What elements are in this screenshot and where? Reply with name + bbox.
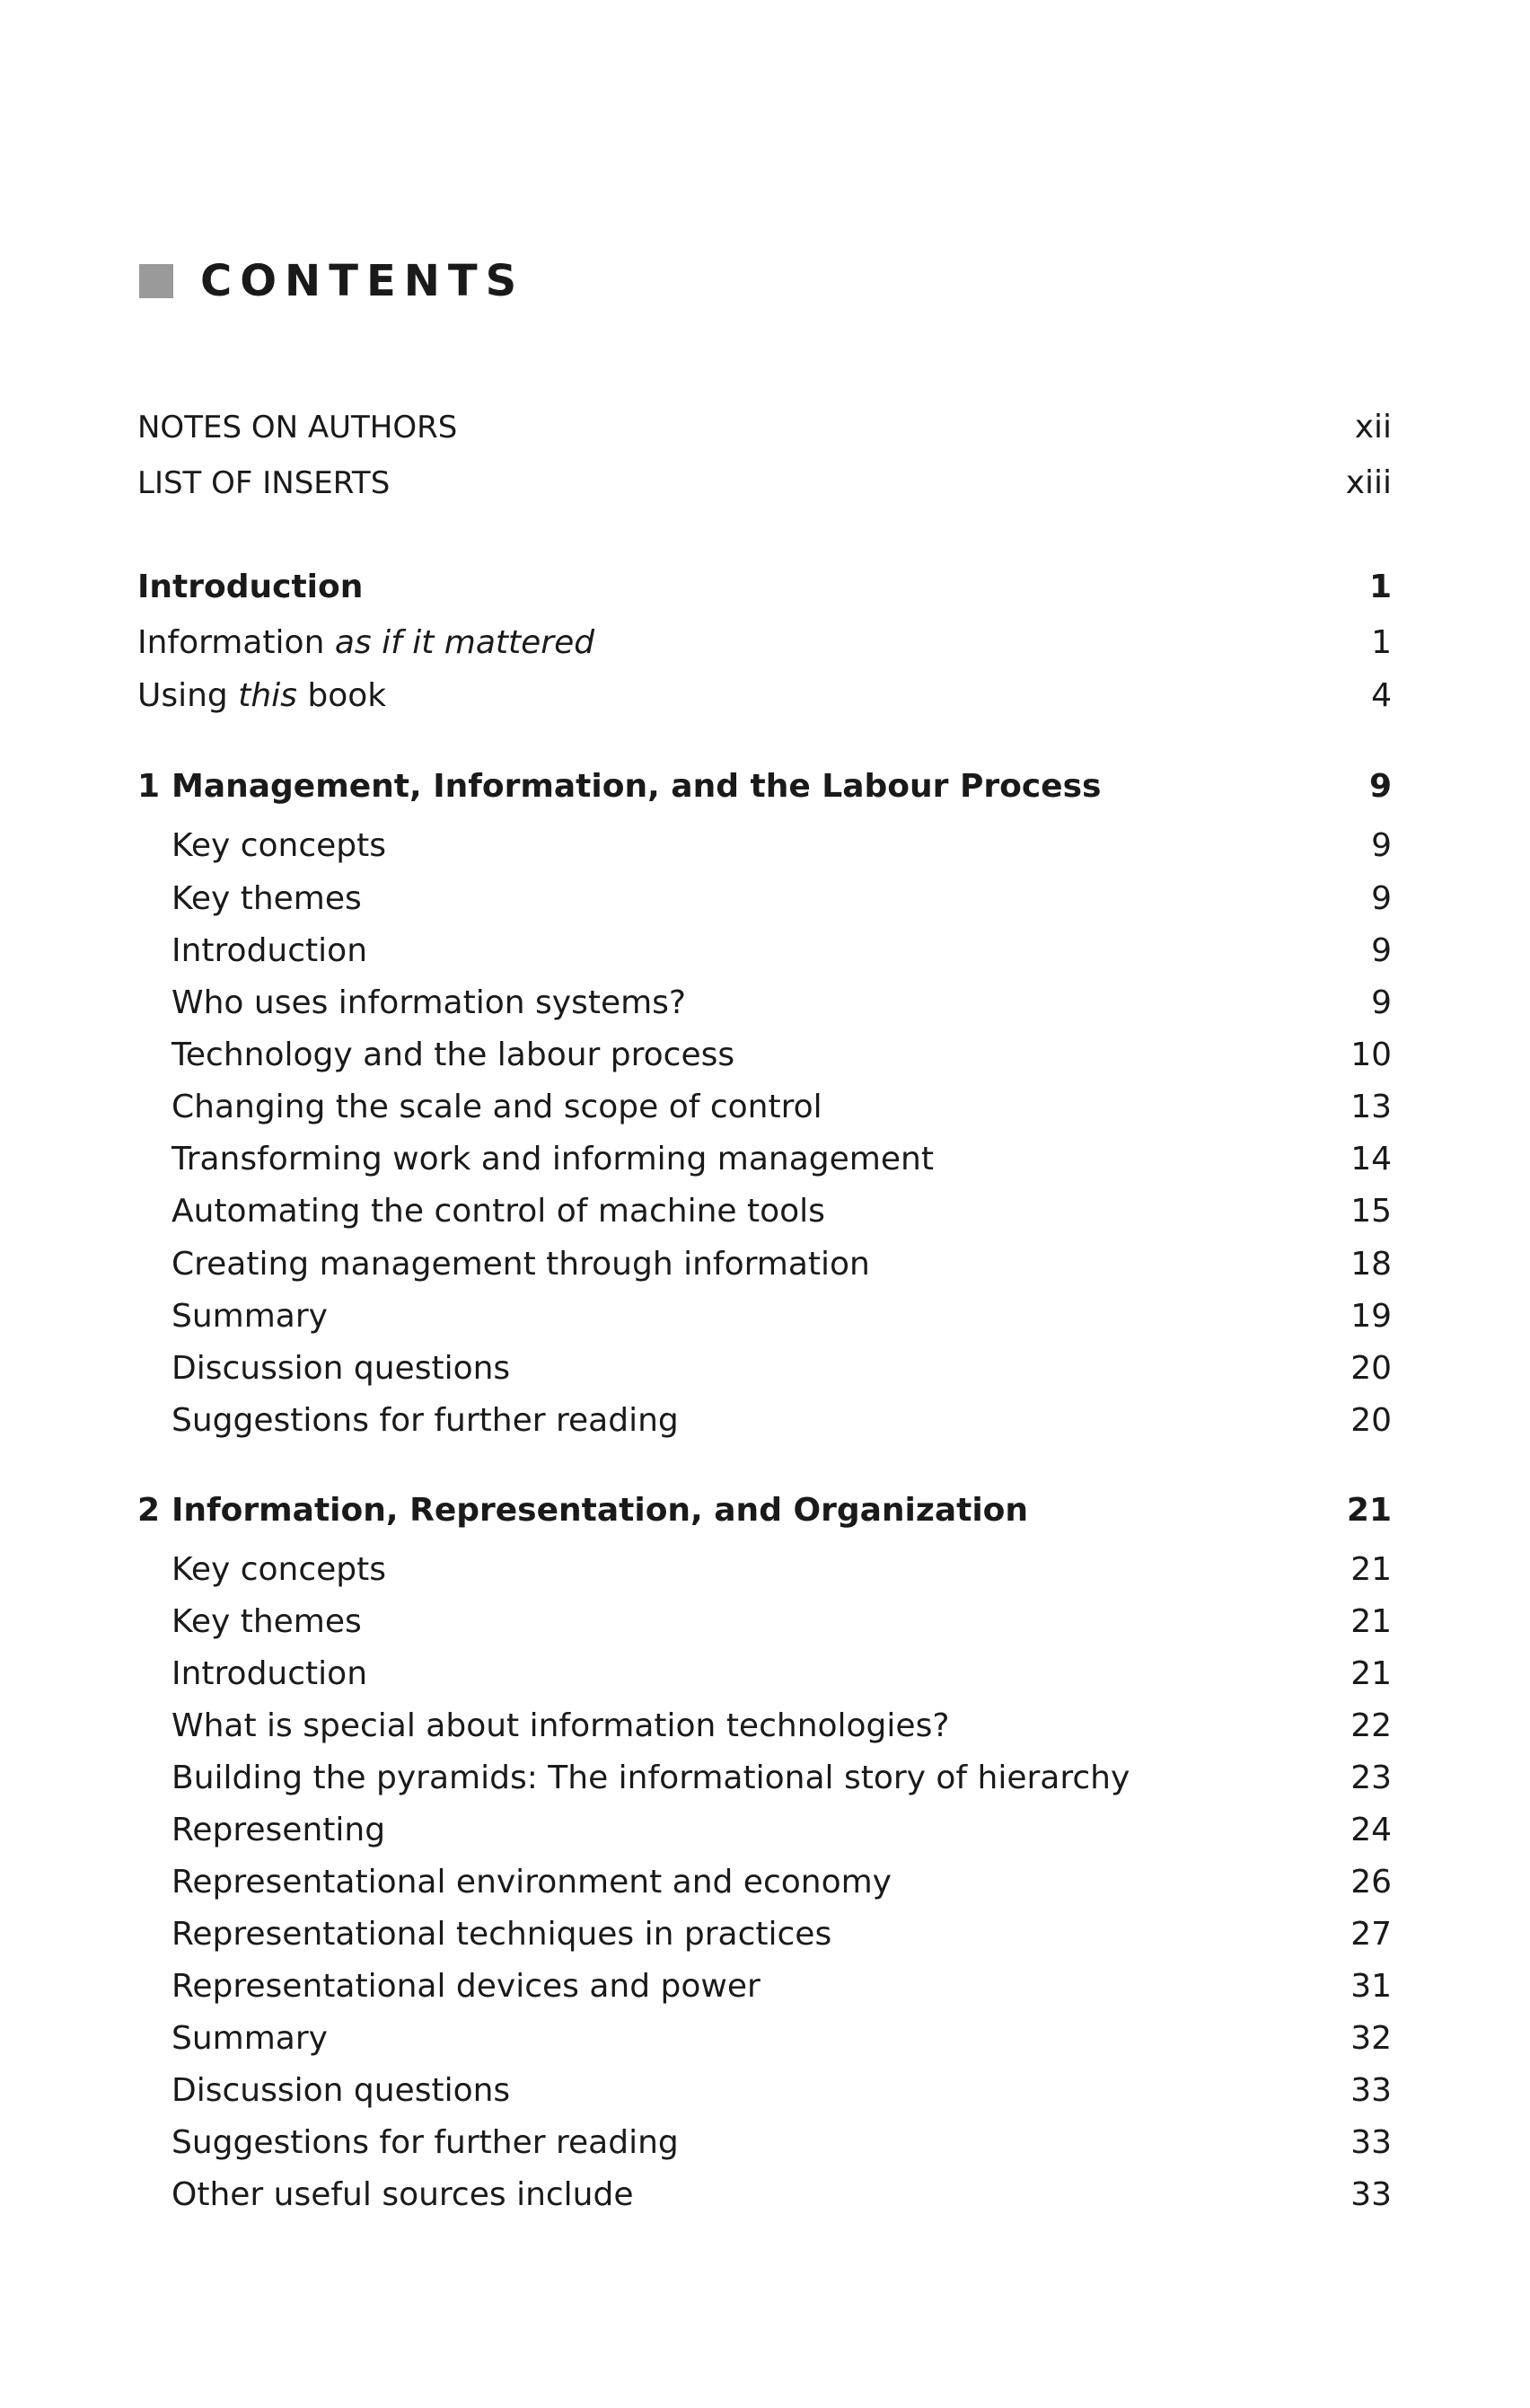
toc-section-page: 31 [1350, 1968, 1392, 2005]
toc-section-page: 15 [1350, 1193, 1392, 1230]
toc-section-page: 9 [1371, 827, 1392, 864]
toc-section-page: 20 [1350, 1402, 1392, 1439]
toc-entry-information-as-if-it-mattered[interactable] [137, 622, 1392, 665]
toc-section-page: 24 [1350, 1812, 1392, 1848]
toc-entry-label: Using this book [137, 677, 387, 714]
toc-section-page: 23 [1350, 1760, 1392, 1796]
toc-section-label: Discussion questions [171, 2072, 511, 2109]
toc-section-page: 21 [1350, 1551, 1392, 1588]
toc-section[interactable] [137, 2121, 1392, 2165]
toc-section[interactable] [137, 2174, 1392, 2217]
toc-section[interactable] [137, 1861, 1392, 1904]
toc-section-label: Technology and the labour process [171, 1036, 735, 1073]
toc-section-label: Suggestions for further reading [171, 1402, 679, 1439]
toc-entry-label: Information as if it mattered [137, 624, 595, 661]
toc-section-label: Summary [171, 1298, 328, 1335]
toc-entry-page: xii [1354, 409, 1392, 445]
toc-section[interactable] [137, 1399, 1392, 1442]
toc-section-page: 14 [1350, 1141, 1392, 1178]
toc-section-label: Representational environment and economy [171, 1864, 892, 1901]
toc-section-page: 13 [1350, 1089, 1392, 1125]
toc-section-label: Representing [171, 1812, 386, 1848]
toc-entry-label: NOTES ON AUTHORS [137, 410, 458, 445]
toc-section[interactable] [137, 1965, 1392, 2008]
toc-section-label: Suggestions for further reading [171, 2124, 679, 2161]
toc-section-label: Changing the scale and scope of control [171, 1089, 822, 1125]
toc-section[interactable] [137, 1601, 1392, 1644]
toc-entry-page: 9 [1368, 768, 1392, 805]
toc-section-page: 10 [1350, 1036, 1392, 1073]
toc-entry-page: 21 [1346, 1492, 1392, 1529]
heading-square-icon [139, 264, 173, 298]
toc-section-page: 20 [1350, 1350, 1392, 1387]
toc-section[interactable] [137, 930, 1392, 973]
toc-section-label: Representational devices and power [171, 1968, 761, 2005]
toc-entry-label: LIST OF INSERTS [137, 465, 391, 501]
contents-title: CONTENTS [200, 256, 525, 306]
toc-section-label: Automating the control of machine tools [171, 1193, 825, 1230]
toc-section[interactable] [137, 2017, 1392, 2060]
toc-entry-page: 1 [1371, 624, 1392, 661]
toc-section-page: 22 [1350, 1707, 1392, 1744]
toc-section-label: Building the pyramids: The informational story of hierarchy [171, 1760, 1130, 1796]
toc-section[interactable] [137, 1347, 1392, 1390]
toc-chapter-title: 2 Information, Representation, and Organization [137, 1489, 1028, 1532]
toc-section-page: 26 [1350, 1864, 1392, 1901]
toc-section-label: Other useful sources include [171, 2176, 634, 2213]
toc-section[interactable] [137, 982, 1392, 1025]
toc-section-label: Introduction [171, 1655, 368, 1692]
toc-entry-page: 1 [1368, 569, 1392, 605]
toc-section[interactable] [137, 1034, 1392, 1077]
toc-entry-using-this-book[interactable] [137, 675, 1392, 718]
toc-section[interactable] [137, 1653, 1392, 1696]
toc-section-label: Key concepts [171, 1551, 387, 1588]
toc-section-page: 9 [1371, 984, 1392, 1021]
toc-section-page: 21 [1350, 1603, 1392, 1640]
toc-section[interactable] [137, 1809, 1392, 1852]
toc-section[interactable] [137, 878, 1392, 921]
toc-section[interactable] [137, 1705, 1392, 1748]
toc-section-page: 19 [1350, 1298, 1392, 1335]
toc-section-page: 9 [1371, 880, 1392, 917]
toc-section-label: Summary [171, 2020, 328, 2057]
toc-chapter-title: 1 Management, Information, and the Labour Process [137, 765, 1101, 808]
toc-section-label: Introduction [171, 932, 368, 969]
toc-section-page: 33 [1350, 2176, 1392, 2213]
toc-section[interactable] [137, 1190, 1392, 1233]
toc-entry-page: 4 [1371, 677, 1392, 714]
toc-section-label: Representational techniques in practices [171, 1916, 832, 1953]
toc-section[interactable] [137, 1086, 1392, 1129]
toc-section[interactable] [137, 1138, 1392, 1181]
contents-heading [139, 256, 525, 306]
toc-section-label: Key themes [171, 880, 362, 917]
toc-section-label: What is special about information technologies? [171, 1707, 950, 1744]
toc-section[interactable] [137, 1243, 1392, 1286]
toc-section-page: 33 [1350, 2124, 1392, 2161]
toc-section-page: 33 [1350, 2072, 1392, 2109]
toc-part-introduction[interactable] [137, 566, 1392, 609]
chapter-number: 2 [137, 1492, 161, 1529]
toc-section[interactable] [137, 1913, 1392, 1956]
toc-section-page: 9 [1371, 932, 1392, 969]
toc-entry-page: xiii [1345, 464, 1392, 501]
toc-chapter-2[interactable] [137, 1489, 1392, 1532]
toc-section[interactable] [137, 825, 1392, 868]
toc-entry-notes-on-authors[interactable] [137, 406, 1392, 449]
toc-section[interactable] [137, 2069, 1392, 2113]
toc-section[interactable] [137, 1548, 1392, 1592]
toc-section-label: Transforming work and informing management [171, 1141, 934, 1178]
toc-entry-list-of-inserts[interactable] [137, 462, 1392, 505]
toc-section-page: 18 [1350, 1246, 1392, 1283]
toc-section-label: Key concepts [171, 827, 387, 864]
toc-section-page: 21 [1350, 1655, 1392, 1692]
toc-part-title: Introduction [137, 569, 364, 605]
toc-section-page: 32 [1350, 2020, 1392, 2057]
toc-section-label: Key themes [171, 1603, 362, 1640]
toc-section[interactable] [137, 1757, 1392, 1800]
toc-section-label: Creating management through information [171, 1246, 870, 1283]
toc-section-label: Who uses information systems? [171, 984, 687, 1021]
chapter-number: 1 [137, 768, 161, 805]
toc-section-page: 27 [1350, 1916, 1392, 1953]
toc-section-label: Discussion questions [171, 1350, 511, 1387]
toc-chapter-1[interactable] [137, 765, 1392, 808]
toc-section[interactable] [137, 1295, 1392, 1338]
